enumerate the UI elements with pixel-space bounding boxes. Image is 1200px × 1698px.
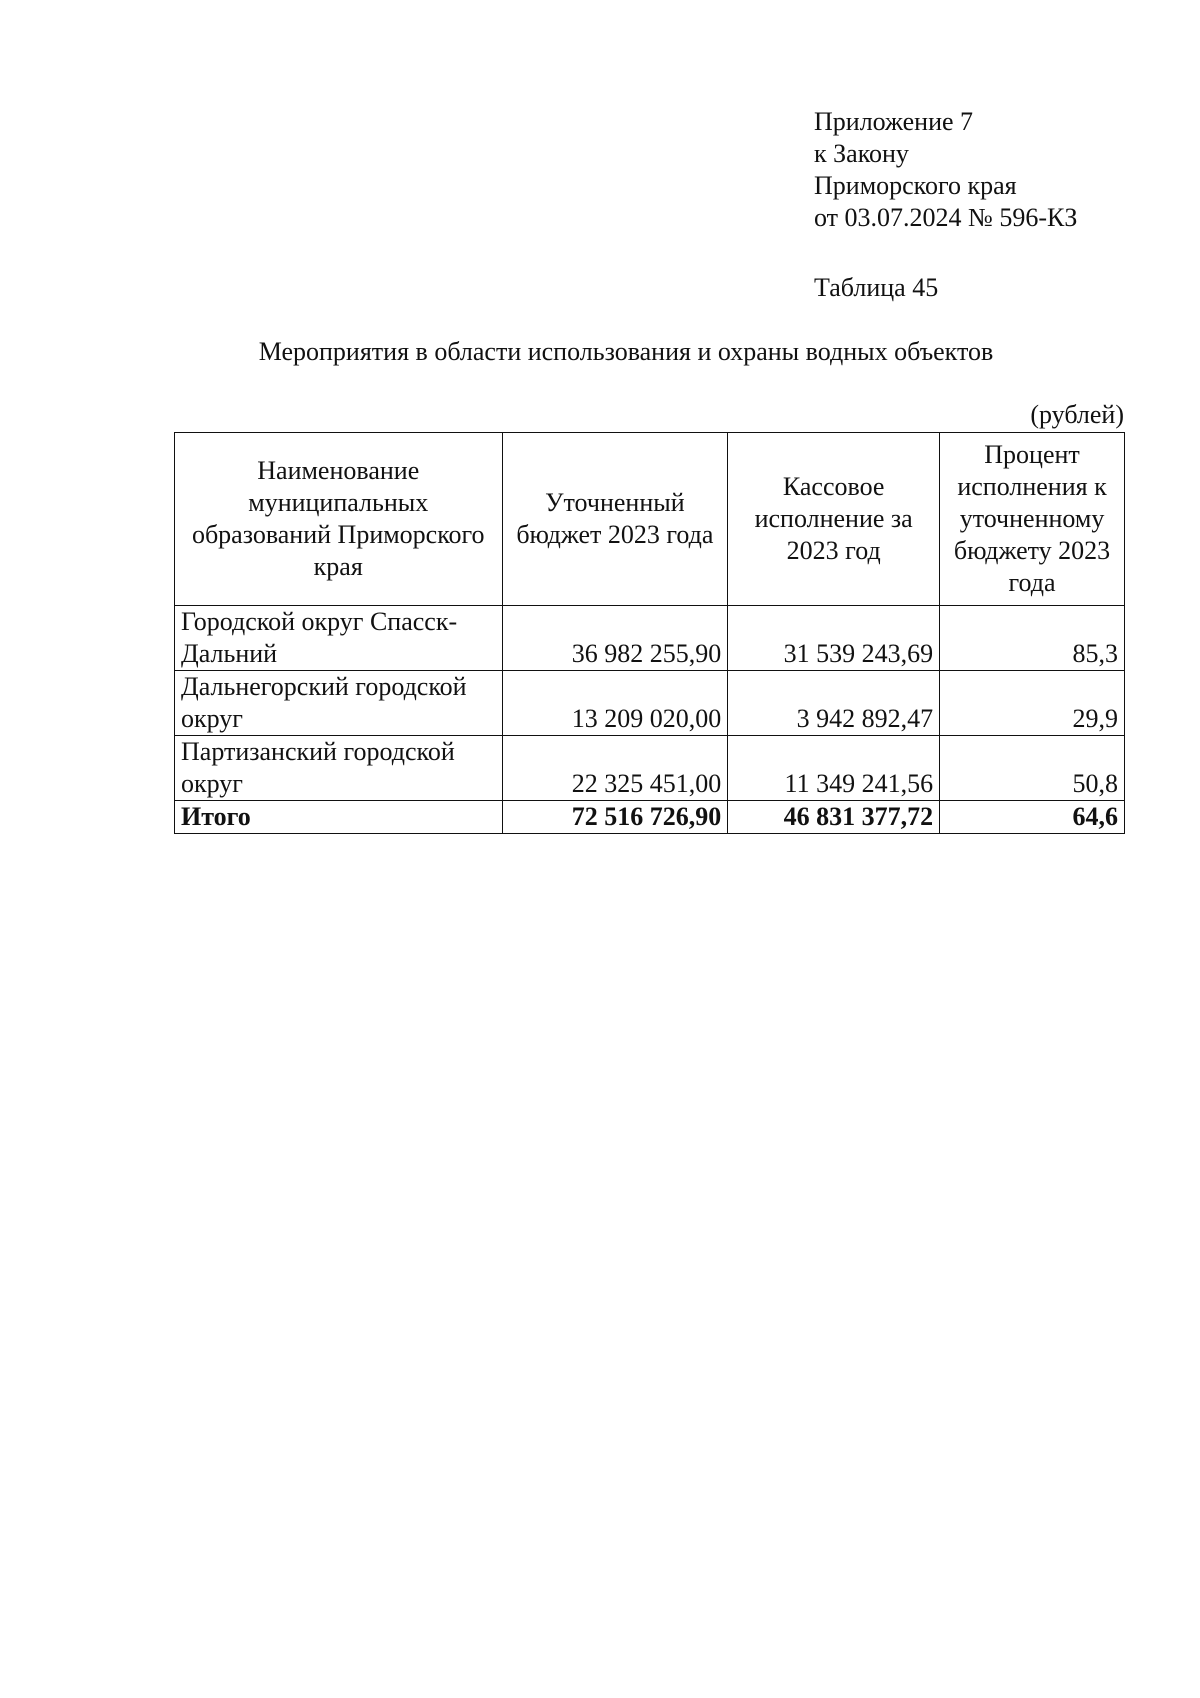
execution-value: 11 349 241,56 [728,736,940,801]
municipality-name: Партизанский городской округ [175,736,503,801]
column-header-percent: Процент исполнения к уточненному бюджету 2023 года [940,433,1125,606]
appendix-line: к Закону [814,139,909,168]
appendix-block [814,106,1077,234]
table-number: Таблица 45 [814,273,939,302]
table-row [175,606,1125,671]
budget-value: 13 209 020,00 [502,671,728,736]
budget-value: 22 325 451,00 [502,736,728,801]
execution-value: 3 942 892,47 [728,671,940,736]
municipality-name: Городской округ Спасск-Дальний [175,606,503,671]
appendix-line: от 03.07.2024 № 596-КЗ [814,203,1078,232]
execution-value: 31 539 243,69 [728,606,940,671]
appendix-line: Приложение 7 [814,107,974,136]
budget-table [174,432,1125,834]
column-header-execution: Кассовое исполнение за 2023 год [728,433,940,606]
unit-label: (рублей) [1030,400,1124,429]
page-title: Мероприятия в области использования и охраны водных объектов [258,337,994,366]
municipality-name: Дальнегорский городской округ [175,671,503,736]
total-budget-value: 72 516 726,90 [502,801,728,834]
total-row [175,801,1125,834]
column-header-name: Наименование муниципальных образований Приморского края [175,433,503,606]
percent-value: 29,9 [940,671,1125,736]
table-row [175,736,1125,801]
percent-value: 50,8 [940,736,1125,801]
budget-value: 36 982 255,90 [502,606,728,671]
column-header-budget: Уточненный бюджет 2023 года [502,433,728,606]
table-header-row [175,433,1125,606]
total-label: Итого [175,801,503,834]
appendix-line: Приморского края [814,171,1017,200]
percent-value: 85,3 [940,606,1125,671]
total-percent-value: 64,6 [940,801,1125,834]
table-row [175,671,1125,736]
total-execution-value: 46 831 377,72 [728,801,940,834]
